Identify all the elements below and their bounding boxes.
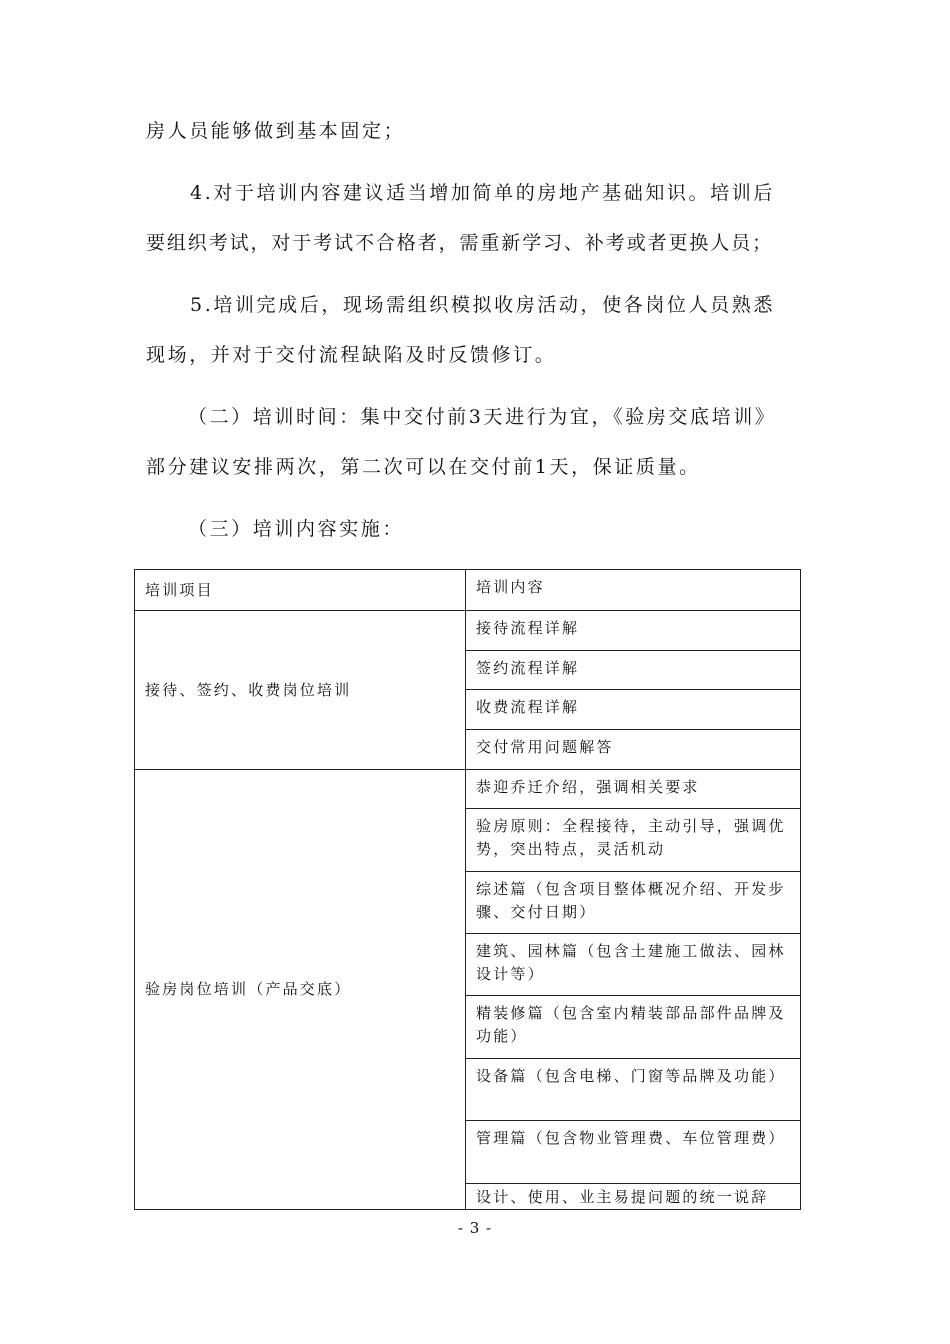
training-content-cell: 收费流程详解 bbox=[466, 690, 801, 730]
training-content-cell: 验房原则：全程接待，主动引导，强调优势，突出特点，灵活机动 bbox=[466, 809, 801, 872]
training-content-cell: 管理篇（包含物业管理费、车位管理费） bbox=[466, 1121, 801, 1184]
training-content-cell: 签约流程详解 bbox=[466, 651, 801, 690]
training-item-cell: 验房岗位培训（产品交底） bbox=[135, 770, 466, 1210]
training-content-cell: 设计、使用、业主易提问题的统一说辞 bbox=[466, 1184, 801, 1210]
training-table bbox=[134, 569, 801, 1210]
training-content-cell: 综述篇（包含项目整体概况介绍、开发步骤、交付日期） bbox=[466, 872, 801, 934]
header-cell-item: 培训项目 bbox=[135, 570, 466, 611]
paragraph-line: （二）培训时间：集中交付前3天进行为宜，《验房交底培训》 bbox=[188, 406, 777, 428]
section-heading: （三）培训内容实施： bbox=[188, 518, 405, 540]
training-content-cell: 建筑、园林篇（包含土建施工做法、园林设计等） bbox=[466, 934, 801, 996]
paragraph-line: 5.培训完成后，现场需组织模拟收房活动，使各岗位人员熟悉 bbox=[190, 294, 775, 316]
training-content-cell: 恭迎乔迁介绍，强调相关要求 bbox=[466, 770, 801, 809]
table-row bbox=[135, 770, 801, 809]
training-content-cell: 设备篇（包含电梯、门窗等品牌及功能） bbox=[466, 1059, 801, 1121]
training-content-cell: 接待流程详解 bbox=[466, 611, 801, 651]
paragraph-line: 房人员能够做到基本固定； bbox=[146, 120, 406, 142]
training-content-cell: 交付常用问题解答 bbox=[466, 730, 801, 770]
table-header-row bbox=[135, 570, 801, 611]
header-cell-content: 培训内容 bbox=[466, 570, 801, 611]
paragraph-line: 4.对于培训内容建议适当增加简单的房地产基础知识。培训后 bbox=[190, 182, 775, 204]
page-number: - 3 - bbox=[457, 1219, 493, 1237]
training-content-cell: 精装修篇（包含室内精装部品部件品牌及功能） bbox=[466, 996, 801, 1059]
paragraph-line: 要组织考试，对于考试不合格者，需重新学习、补考或者更换人员； bbox=[146, 232, 774, 254]
table-row bbox=[135, 611, 801, 651]
paragraph-line: 部分建议安排两次，第二次可以在交付前1天，保证质量。 bbox=[146, 456, 701, 478]
training-item-cell: 接待、签约、收费岗位培训 bbox=[135, 611, 466, 770]
paragraph-line: 现场，并对于交付流程缺陷及时反馈修订。 bbox=[146, 344, 557, 366]
